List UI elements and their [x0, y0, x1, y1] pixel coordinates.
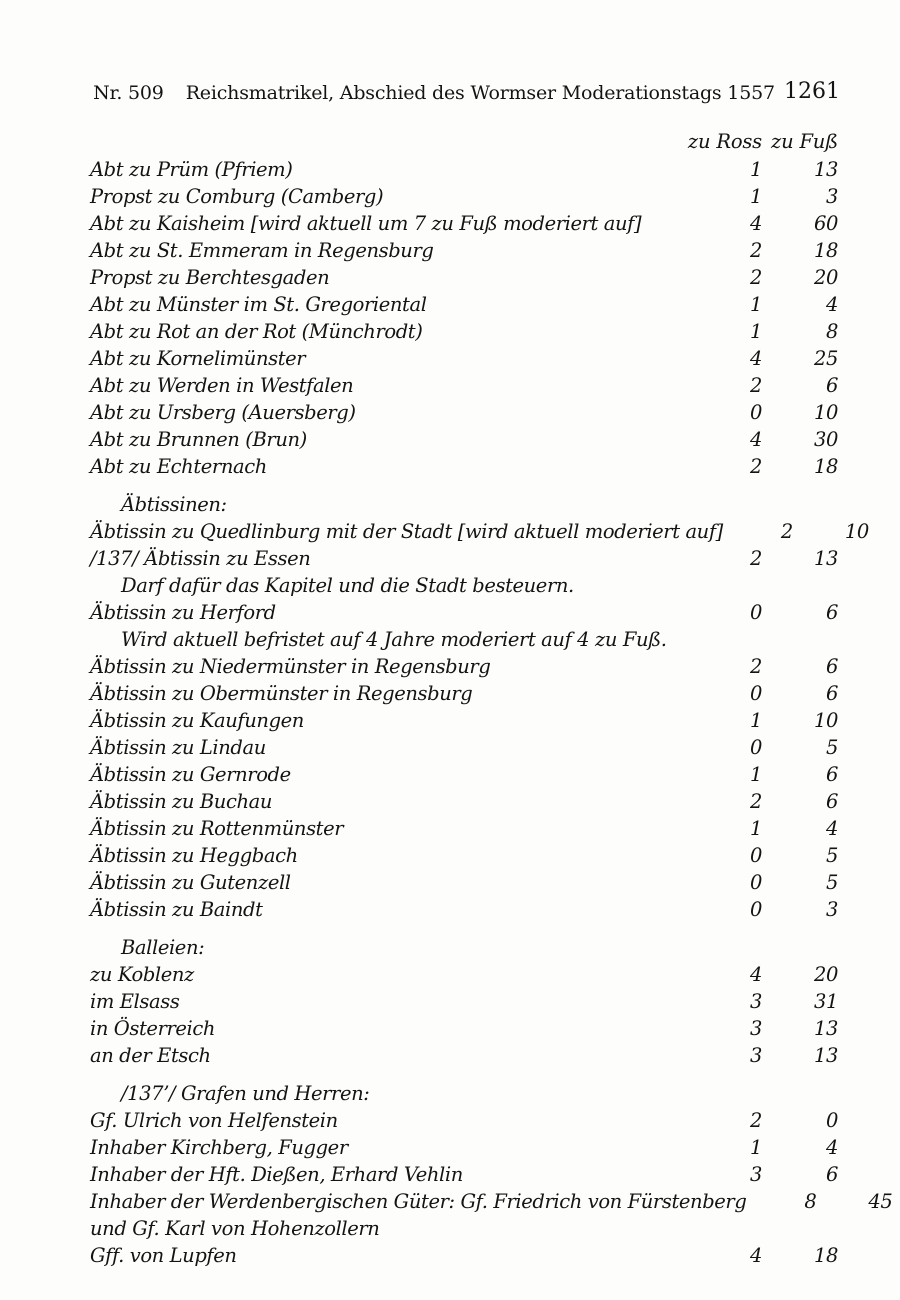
row-ross-value: 3 — [749, 990, 762, 1013]
table-row — [90, 869, 838, 896]
row-name: Äbtissin zu Lindau — [90, 736, 266, 759]
row-name: Äbtissin zu Herford — [90, 601, 276, 624]
row-fuss-value: 31 — [813, 990, 838, 1013]
row-fuss-value: 5 — [825, 736, 838, 759]
row-ross-value: 0 — [749, 844, 762, 867]
table-row — [90, 545, 838, 572]
row-fuss-value: 13 — [813, 158, 838, 181]
row-fuss-value: 5 — [825, 871, 838, 894]
row-name: Darf dafür das Kapitel und die Stadt besteuern. — [121, 574, 574, 597]
table-row — [90, 399, 838, 426]
row-name: Abt zu Brunnen (Brun) — [90, 428, 307, 451]
row-fuss-value: 60 — [813, 212, 838, 235]
row-name: Äbtissin zu Gernrode — [90, 763, 291, 786]
row-name: Äbtissin zu Gutenzell — [90, 871, 291, 894]
row-fuss-value: 13 — [813, 1044, 838, 1067]
row-ross-value: 8 — [804, 1190, 817, 1213]
row-name: Propst zu Berchtesgaden — [90, 266, 330, 289]
row-fuss-value: 30 — [813, 428, 838, 451]
row-ross-value: 3 — [749, 1163, 762, 1186]
row-name: Äbtissin zu Kaufungen — [90, 709, 304, 732]
table-row — [90, 1134, 838, 1161]
row-ross-value: 0 — [749, 871, 762, 894]
table-row — [90, 1042, 838, 1069]
row-fuss-value: 6 — [825, 374, 838, 397]
table-row — [90, 896, 838, 923]
row-name: Äbtissin zu Buchau — [90, 790, 273, 813]
row-fuss-value: 3 — [825, 185, 838, 208]
row-name: Balleien: — [121, 936, 205, 959]
row-name: Äbtissin zu Quedlinburg mit der Stadt [wird aktuell moderiert auf] — [90, 520, 723, 543]
document-title: Reichsmatrikel, Abschied des Wormser Moderationstags 1557 — [185, 82, 775, 104]
table-row — [90, 572, 838, 599]
row-fuss-value: 10 — [813, 709, 838, 732]
row-fuss-value: 45 — [868, 1190, 893, 1213]
row-fuss-value: 6 — [825, 763, 838, 786]
row-ross-value: 0 — [749, 601, 762, 624]
table-row — [90, 761, 838, 788]
column-header-ross: zu Ross — [687, 130, 762, 153]
row-fuss-value: 10 — [844, 520, 869, 543]
row-name: Inhaber der Werdenbergischen Güter: Gf. Friedrich von Fürstenberg — [90, 1190, 747, 1213]
row-name: Abt zu Rot an der Rot (Münchrodt) — [90, 320, 423, 343]
table-row — [90, 156, 838, 183]
table-row — [90, 1080, 838, 1107]
row-name: Gff. von Lupfen — [90, 1244, 237, 1267]
row-fuss-value: 6 — [825, 601, 838, 624]
row-ross-value: 2 — [749, 790, 762, 813]
row-fuss-value: 18 — [813, 1244, 838, 1267]
row-name: /137/ Äbtissin zu Essen — [90, 547, 311, 570]
row-name: Äbtissin zu Niedermünster in Regensburg — [90, 655, 491, 678]
table-row — [90, 183, 838, 210]
row-ross-value: 4 — [749, 428, 762, 451]
row-ross-value: 3 — [749, 1044, 762, 1067]
matrikel-table — [90, 128, 893, 1269]
row-ross-value: 2 — [749, 455, 762, 478]
row-ross-value: 4 — [749, 212, 762, 235]
row-name: im Elsass — [90, 990, 180, 1013]
row-fuss-value: 13 — [813, 1017, 838, 1040]
row-ross-value: 1 — [749, 1136, 762, 1159]
table-row — [90, 788, 838, 815]
table-row — [90, 653, 838, 680]
table-row — [90, 1188, 893, 1215]
row-fuss-value: 6 — [825, 655, 838, 678]
row-ross-value: 1 — [749, 709, 762, 732]
row-fuss-value: 4 — [825, 1136, 838, 1159]
table-row — [90, 934, 838, 961]
row-ross-value: 1 — [749, 817, 762, 840]
row-fuss-value: 10 — [813, 401, 838, 424]
table-row — [90, 599, 838, 626]
table-row — [90, 426, 838, 453]
row-name: Inhaber Kirchberg, Fugger — [90, 1136, 348, 1159]
row-ross-value: 1 — [749, 763, 762, 786]
row-name: Gf. Ulrich von Helfenstein — [90, 1109, 338, 1132]
document-number: Nr. 509 — [93, 82, 164, 104]
row-ross-value: 0 — [749, 736, 762, 759]
row-ross-value: 2 — [780, 520, 793, 543]
row-fuss-value: 5 — [825, 844, 838, 867]
table-row — [90, 345, 838, 372]
row-ross-value: 4 — [749, 963, 762, 986]
row-name: Äbtissinen: — [121, 493, 227, 516]
row-fuss-value: 13 — [813, 547, 838, 570]
table-row — [90, 961, 838, 988]
row-fuss-value: 0 — [825, 1109, 838, 1132]
table-row — [90, 491, 838, 518]
row-ross-value: 3 — [749, 1017, 762, 1040]
row-fuss-value: 8 — [825, 320, 838, 343]
table-row — [90, 1015, 838, 1042]
row-fuss-value: 6 — [825, 1163, 838, 1186]
matrikel-rows — [90, 156, 893, 1269]
row-name: Propst zu Comburg (Camberg) — [90, 185, 384, 208]
row-name: und Gf. Karl von Hohenzollern — [90, 1217, 380, 1240]
row-ross-value: 2 — [749, 374, 762, 397]
table-row — [90, 680, 838, 707]
row-name: Äbtissin zu Baindt — [90, 898, 263, 921]
row-name: Abt zu Prüm (Pfriem) — [90, 158, 293, 181]
row-fuss-value: 18 — [813, 455, 838, 478]
row-name: Abt zu Kornelimünster — [90, 347, 306, 370]
row-ross-value: 2 — [749, 547, 762, 570]
row-name: an der Etsch — [90, 1044, 211, 1067]
row-ross-value: 1 — [749, 293, 762, 316]
row-name: Abt zu Werden in Westfalen — [90, 374, 354, 397]
row-name: Wird aktuell befristet auf 4 Jahre moderiert auf 4 zu Fuß. — [121, 628, 667, 651]
table-row — [90, 988, 838, 1015]
row-ross-value: 2 — [749, 239, 762, 262]
row-fuss-value: 6 — [825, 682, 838, 705]
row-ross-value: 1 — [749, 158, 762, 181]
table-row — [90, 1242, 838, 1269]
running-head — [90, 79, 840, 108]
table-row — [90, 372, 838, 399]
table-row — [90, 518, 869, 545]
row-ross-value: 1 — [749, 185, 762, 208]
table-row — [90, 237, 838, 264]
row-name: Abt zu Münster im St. Gregoriental — [90, 293, 427, 316]
row-fuss-value: 3 — [825, 898, 838, 921]
row-name: Äbtissin zu Heggbach — [90, 844, 298, 867]
row-ross-value: 0 — [749, 898, 762, 921]
row-name: Abt zu Echternach — [90, 455, 267, 478]
table-row — [90, 318, 838, 345]
table-row — [90, 815, 838, 842]
row-fuss-value: 6 — [825, 790, 838, 813]
table-row — [90, 453, 838, 480]
row-name: Abt zu St. Emmeram in Regensburg — [90, 239, 434, 262]
table-row — [90, 626, 838, 653]
row-name: Inhaber der Hft. Dießen, Erhard Vehlin — [90, 1163, 463, 1186]
row-fuss-value: 20 — [813, 266, 838, 289]
row-name: Äbtissin zu Obermünster in Regensburg — [90, 682, 473, 705]
row-ross-value: 2 — [749, 266, 762, 289]
table-row — [90, 291, 838, 318]
row-ross-value: 4 — [749, 347, 762, 370]
row-ross-value: 2 — [749, 655, 762, 678]
table-row — [90, 842, 838, 869]
table-row — [90, 1161, 838, 1188]
row-name: /137’/ Grafen und Herren: — [121, 1082, 370, 1105]
column-header-fuss: zu Fuß — [771, 130, 838, 153]
page-number: 1261 — [784, 79, 840, 104]
row-ross-value: 0 — [749, 401, 762, 424]
row-ross-value: 4 — [749, 1244, 762, 1267]
row-fuss-value: 25 — [813, 347, 838, 370]
row-fuss-value: 4 — [825, 293, 838, 316]
row-fuss-value: 4 — [825, 817, 838, 840]
row-fuss-value: 18 — [813, 239, 838, 262]
column-header-row — [90, 128, 838, 155]
row-ross-value: 1 — [749, 320, 762, 343]
row-name: Abt zu Ursberg (Auersberg) — [90, 401, 356, 424]
table-row — [90, 1215, 838, 1242]
row-fuss-value: 20 — [813, 963, 838, 986]
row-ross-value: 0 — [749, 682, 762, 705]
table-row — [90, 210, 838, 237]
row-name: Abt zu Kaisheim [wird aktuell um 7 zu Fuß moderiert auf] — [90, 212, 642, 235]
table-row — [90, 1107, 838, 1134]
table-row — [90, 707, 838, 734]
table-row — [90, 264, 838, 291]
row-name: Äbtissin zu Rottenmünster — [90, 817, 344, 840]
row-ross-value: 2 — [749, 1109, 762, 1132]
row-name: in Österreich — [90, 1017, 216, 1040]
running-head-title-line — [90, 82, 778, 104]
table-row — [90, 734, 838, 761]
row-name: zu Koblenz — [90, 963, 194, 986]
